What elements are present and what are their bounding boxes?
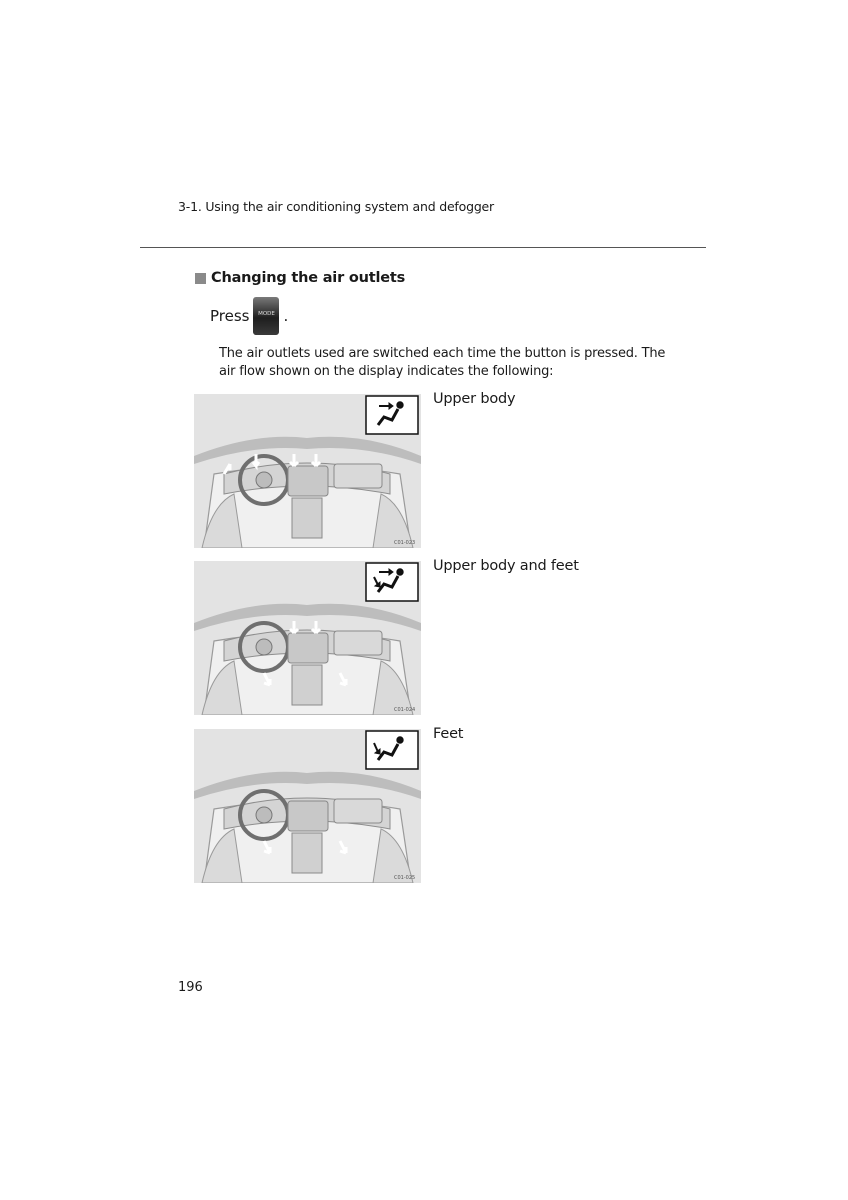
page-number: 196 bbox=[178, 980, 203, 995]
dashboard-illustration bbox=[194, 561, 421, 715]
figure-upper-body-and-feet bbox=[194, 561, 421, 715]
dashboard-illustration bbox=[194, 729, 421, 883]
square-bullet-icon bbox=[195, 273, 206, 284]
section-heading bbox=[195, 270, 405, 286]
press-instruction bbox=[210, 296, 288, 336]
figure-feet bbox=[194, 729, 421, 883]
caption-upper-body-and-feet: Upper body and feet bbox=[433, 558, 579, 574]
header-divider bbox=[140, 247, 706, 248]
press-suffix: . bbox=[283, 307, 289, 325]
caption-upper-body: Upper body bbox=[433, 391, 516, 407]
figure-code: C01-023 bbox=[394, 540, 416, 546]
figure-code: C01-025 bbox=[394, 875, 416, 881]
heading-text: Changing the air outlets bbox=[211, 270, 406, 286]
figure-code: C01-024 bbox=[394, 707, 416, 713]
dashboard-illustration bbox=[194, 394, 421, 548]
description-text: The air outlets used are switched each time the button is pressed. The air flow shown on the display indicates the following: bbox=[219, 346, 666, 379]
caption-feet: Feet bbox=[433, 726, 464, 742]
press-label: Press bbox=[210, 307, 250, 325]
figure-upper-body bbox=[194, 394, 421, 548]
mode-button-icon bbox=[253, 297, 279, 335]
section-header: 3-1. Using the air conditioning system and defogger bbox=[178, 199, 494, 214]
mode-button-label: MODE bbox=[258, 311, 275, 317]
